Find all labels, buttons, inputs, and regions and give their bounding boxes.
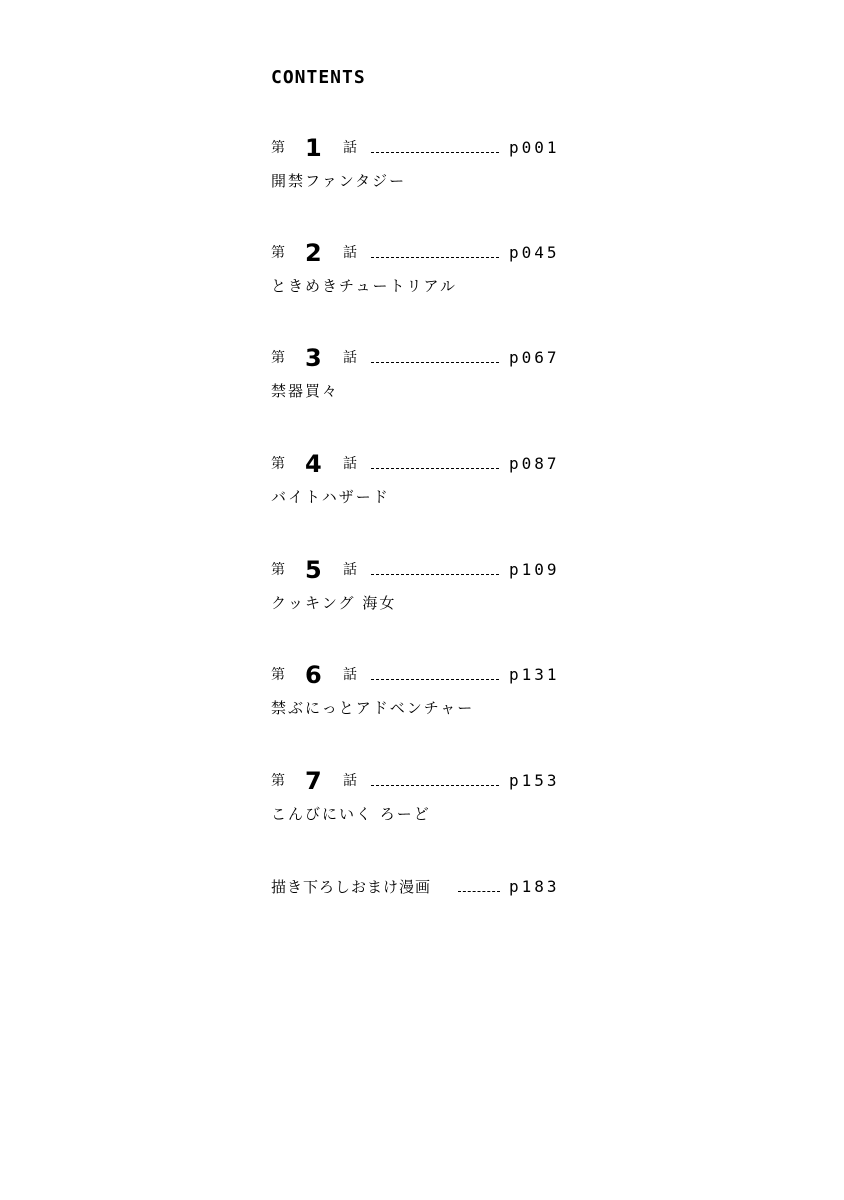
chapter-number: 4 (305, 450, 322, 478)
chapter-suffix: 話 (343, 667, 357, 683)
chapter-suffix: 話 (343, 773, 357, 789)
bonus-page-number: p183 (509, 877, 560, 896)
dotted-leader (371, 468, 499, 469)
chapter-header (271, 661, 571, 689)
chapter-suffix: 話 (343, 245, 357, 261)
toc-entry-chapter-7[interactable] (271, 767, 571, 825)
chapter-number: 2 (305, 239, 322, 267)
chapter-header (271, 344, 571, 372)
chapter-header (271, 450, 571, 478)
dotted-leader (371, 679, 499, 680)
chapter-suffix: 話 (343, 140, 357, 156)
chapter-prefix: 第 (271, 245, 285, 261)
chapter-suffix: 話 (343, 456, 357, 472)
dotted-leader (458, 891, 500, 892)
chapter-title: クッキング 海女 (271, 594, 397, 612)
bonus-title: 描き下ろしおまけ漫画 (271, 878, 432, 896)
chapter-page-number: p131 (509, 665, 560, 684)
chapter-page-number: p153 (509, 771, 560, 790)
chapter-number: 6 (305, 661, 322, 689)
chapter-page-number: p001 (509, 138, 560, 157)
chapter-prefix: 第 (271, 456, 285, 472)
chapter-title: ときめきチュートリアル (271, 277, 457, 295)
chapter-number: 1 (305, 134, 322, 162)
chapter-header (271, 239, 571, 267)
chapter-page-number: p109 (509, 560, 560, 579)
chapter-title: 禁ぶにっとアドベンチャー (271, 699, 475, 717)
toc-entry-chapter-1[interactable] (271, 134, 571, 192)
chapter-title: こんびにいく ろーど (271, 805, 431, 823)
contents-heading: CONTENTS (271, 67, 366, 88)
chapter-number: 7 (305, 767, 322, 795)
chapter-header (271, 556, 571, 584)
chapter-prefix: 第 (271, 350, 285, 366)
chapter-prefix: 第 (271, 140, 285, 156)
dotted-leader (371, 785, 499, 786)
chapter-suffix: 話 (343, 350, 357, 366)
toc-entry-chapter-6[interactable] (271, 661, 571, 719)
chapter-page-number: p087 (509, 454, 560, 473)
toc-entry-chapter-3[interactable] (271, 344, 571, 402)
dotted-leader (371, 574, 499, 575)
dotted-leader (371, 152, 499, 153)
dotted-leader (371, 362, 499, 363)
toc-entry-chapter-5[interactable] (271, 556, 571, 614)
chapter-number: 5 (305, 556, 322, 584)
chapter-prefix: 第 (271, 667, 285, 683)
chapter-page-number: p045 (509, 243, 560, 262)
chapter-prefix: 第 (271, 562, 285, 578)
toc-entry-chapter-2[interactable] (271, 239, 571, 297)
dotted-leader (371, 257, 499, 258)
chapter-header (271, 767, 571, 795)
toc-entry-bonus[interactable] (271, 874, 571, 900)
chapter-title: 開禁ファンタジー (271, 172, 407, 190)
chapter-suffix: 話 (343, 562, 357, 578)
chapter-title: バイトハザード (271, 488, 390, 506)
toc-entry-chapter-4[interactable] (271, 450, 571, 508)
chapter-number: 3 (305, 344, 322, 372)
chapter-page-number: p067 (509, 348, 560, 367)
chapter-header (271, 134, 571, 162)
chapter-title: 禁器買々 (271, 382, 340, 400)
chapter-prefix: 第 (271, 773, 285, 789)
